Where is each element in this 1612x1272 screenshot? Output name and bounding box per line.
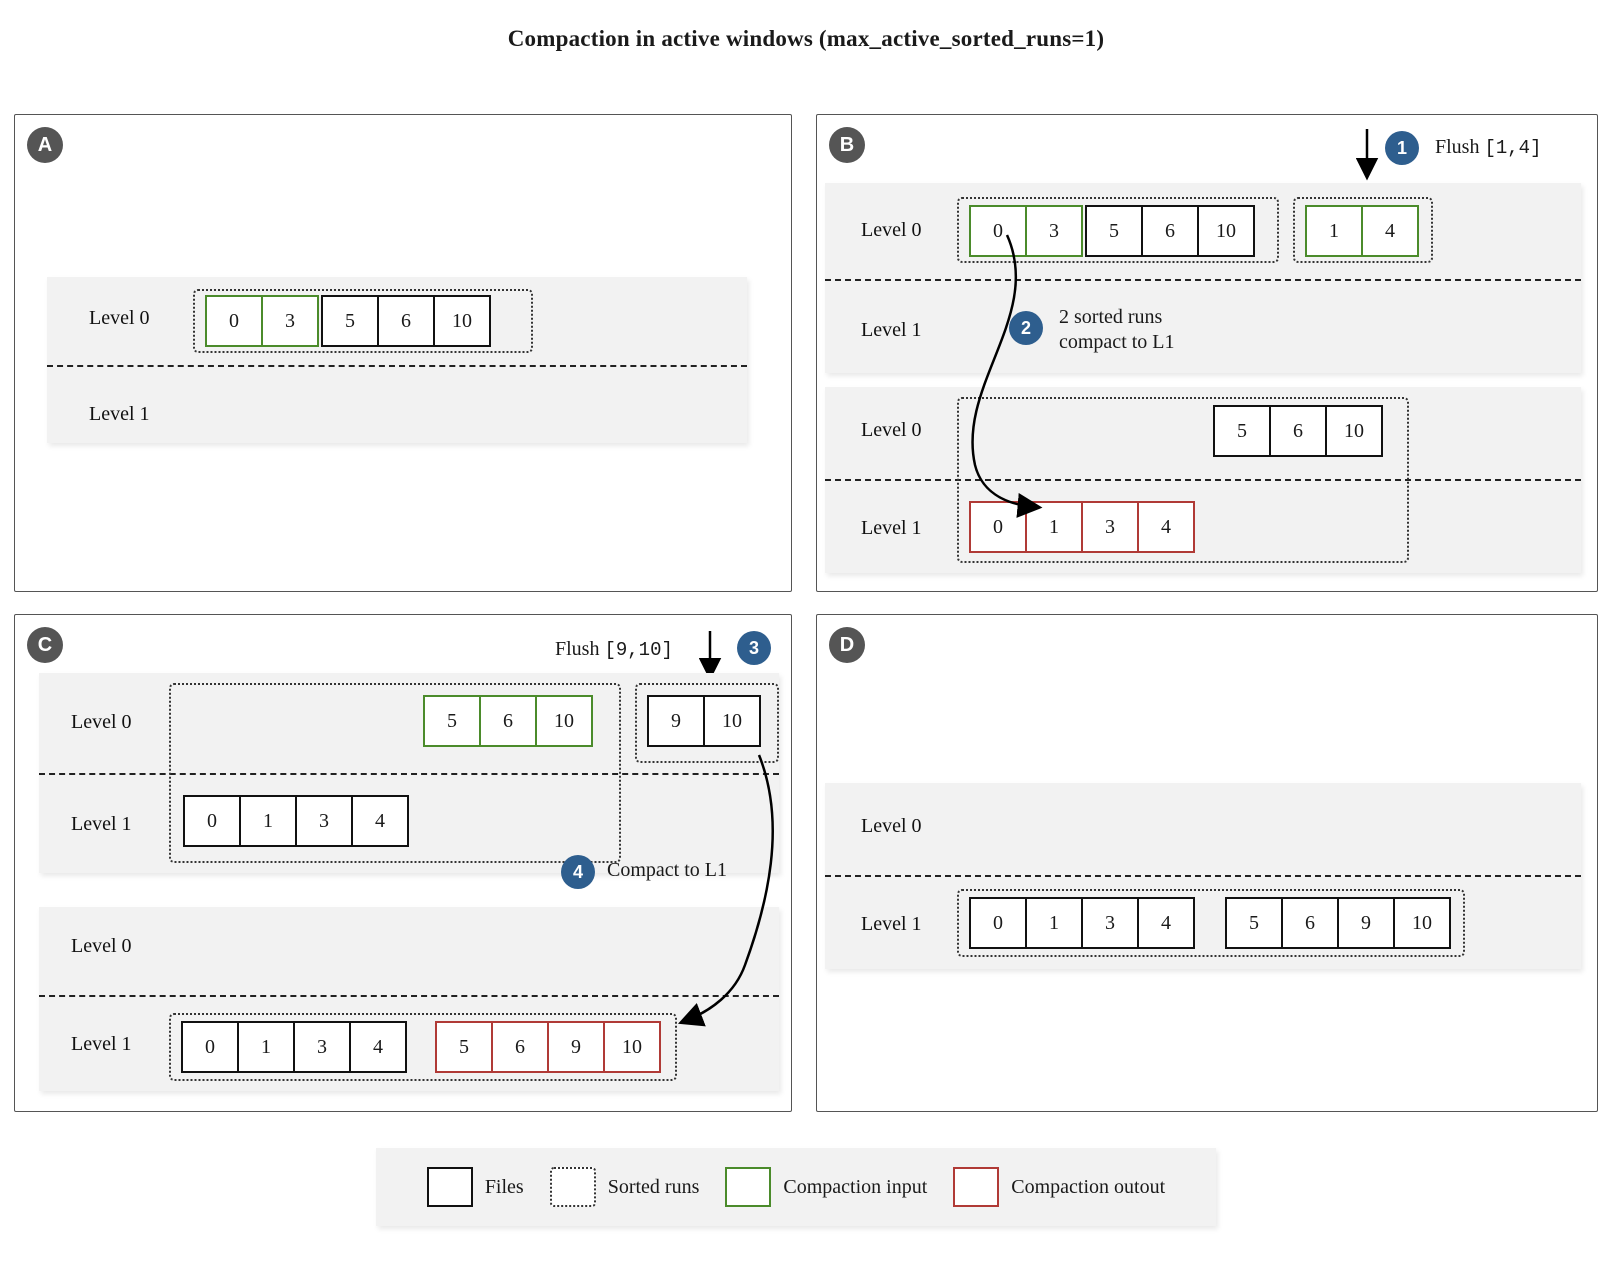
file-cell: 5 (1225, 897, 1283, 949)
file-cell: 6 (377, 295, 435, 347)
level1-label: Level 1 (89, 403, 150, 425)
file-cell: 0 (181, 1021, 239, 1073)
level0-label: Level 0 (861, 419, 922, 441)
file-group-flushed-input (1305, 205, 1419, 257)
file-cell: 0 (969, 897, 1027, 949)
legend-item-files (427, 1167, 524, 1207)
file-cell: 0 (183, 795, 241, 847)
panel-d (816, 614, 1598, 1112)
flush-label (555, 637, 673, 663)
page-title: Compaction in active windows (max_active_sorted_runs=1) (507, 26, 1105, 51)
step-2-note-line2: compact to L1 (1059, 331, 1175, 353)
file-cell: 10 (603, 1021, 661, 1073)
file-group-compaction-input (205, 295, 319, 347)
level1-label: Level 1 (71, 1033, 132, 1055)
level-divider (825, 875, 1581, 877)
file-cell: 4 (1361, 205, 1419, 257)
file-cell: 10 (535, 695, 593, 747)
file-cell: 1 (239, 795, 297, 847)
file-cell: 6 (479, 695, 537, 747)
file-cell: 9 (547, 1021, 605, 1073)
step-4-note: Compact to L1 (607, 859, 727, 881)
file-cell: 4 (351, 795, 409, 847)
level0-label: Level 0 (861, 219, 922, 241)
legend-label: Sorted runs (607, 1175, 700, 1198)
panel-b (816, 114, 1598, 592)
step-2-badge: 2 (1009, 311, 1043, 345)
file-group-flushed (647, 695, 761, 747)
file-cell: 4 (1137, 501, 1195, 553)
file-cell: 3 (295, 795, 353, 847)
file-cell: 9 (647, 695, 705, 747)
legend-label: Compaction outout (1011, 1175, 1166, 1198)
file-cell: 5 (321, 295, 379, 347)
file-cell: 0 (969, 205, 1027, 257)
flush-text: Flush (555, 638, 600, 660)
level0-label: Level 0 (71, 935, 132, 957)
file-cell: 6 (1141, 205, 1199, 257)
file-group-level1-run2 (1225, 897, 1451, 949)
file-cell: 3 (1081, 897, 1139, 949)
file-cell: 10 (1393, 897, 1451, 949)
legend-item-compaction-output (953, 1167, 1165, 1207)
flush-text: Flush (1435, 136, 1480, 158)
sorted-runs-swatch-icon (550, 1167, 596, 1207)
file-cell: 6 (1269, 405, 1327, 457)
file-cell: 10 (1325, 405, 1383, 457)
level1-label: Level 1 (71, 813, 132, 835)
step-3-badge: 3 (737, 631, 771, 665)
file-cell: 10 (1197, 205, 1255, 257)
level0-label: Level 0 (71, 711, 132, 733)
legend-label: Files (484, 1175, 524, 1198)
file-cell: 3 (1025, 205, 1083, 257)
level1-label: Level 1 (861, 913, 922, 935)
panel-a (14, 114, 792, 592)
compaction-arrow-icon (947, 235, 1207, 525)
file-group-level0 (1213, 405, 1383, 457)
file-group-level1-plain (181, 1021, 407, 1073)
flush-label (1435, 135, 1541, 161)
file-cell: 0 (969, 501, 1027, 553)
file-group-compaction-input (423, 695, 593, 747)
file-cell: 3 (261, 295, 319, 347)
panel-c-badge: C (27, 627, 63, 663)
panel-a-badge: A (27, 127, 63, 163)
file-cell: 1 (1025, 897, 1083, 949)
file-cell: 1 (1305, 205, 1363, 257)
legend-label: Compaction input (783, 1175, 928, 1198)
file-group-level1 (183, 795, 409, 847)
panel-c (14, 614, 792, 1112)
file-group-level1-run1 (969, 897, 1195, 949)
step-4-badge: 4 (561, 855, 595, 889)
file-cell: 0 (205, 295, 263, 347)
level-divider (47, 365, 747, 367)
level0-label: Level 0 (89, 307, 150, 329)
file-cell: 9 (1337, 897, 1395, 949)
level1-label: Level 1 (861, 517, 922, 539)
file-cell: 6 (1281, 897, 1339, 949)
file-cell: 1 (1025, 501, 1083, 553)
file-cell: 10 (433, 295, 491, 347)
compaction-output-swatch-icon (953, 1167, 999, 1207)
file-cell: 5 (423, 695, 481, 747)
file-cell: 10 (703, 695, 761, 747)
flush-range: [9,10] (604, 639, 673, 661)
legend-item-sorted-runs (550, 1167, 700, 1207)
file-cell: 4 (1137, 897, 1195, 949)
step-1-badge: 1 (1385, 131, 1419, 165)
level1-label: Level 1 (861, 319, 922, 341)
panel-b-badge: B (829, 127, 865, 163)
file-cell: 1 (237, 1021, 295, 1073)
file-cell: 3 (293, 1021, 351, 1073)
file-cell: 4 (349, 1021, 407, 1073)
compaction-arrow-icon (615, 755, 815, 1035)
step-2-note-line1: 2 sorted runs (1059, 306, 1163, 328)
flush-range: [1,4] (1484, 137, 1542, 159)
file-group-plain (321, 295, 491, 347)
file-cell: 5 (435, 1021, 493, 1073)
panel-d-level-block (825, 783, 1581, 969)
panel-a-level-block (47, 277, 747, 443)
file-cell: 5 (1085, 205, 1143, 257)
legend (376, 1148, 1216, 1226)
level0-label: Level 0 (861, 815, 922, 837)
file-cell: 3 (1081, 501, 1139, 553)
compaction-input-swatch-icon (725, 1167, 771, 1207)
file-cell: 6 (491, 1021, 549, 1073)
panel-d-badge: D (829, 627, 865, 663)
legend-item-compaction-input (725, 1167, 927, 1207)
files-swatch-icon (427, 1167, 473, 1207)
file-cell: 5 (1213, 405, 1271, 457)
